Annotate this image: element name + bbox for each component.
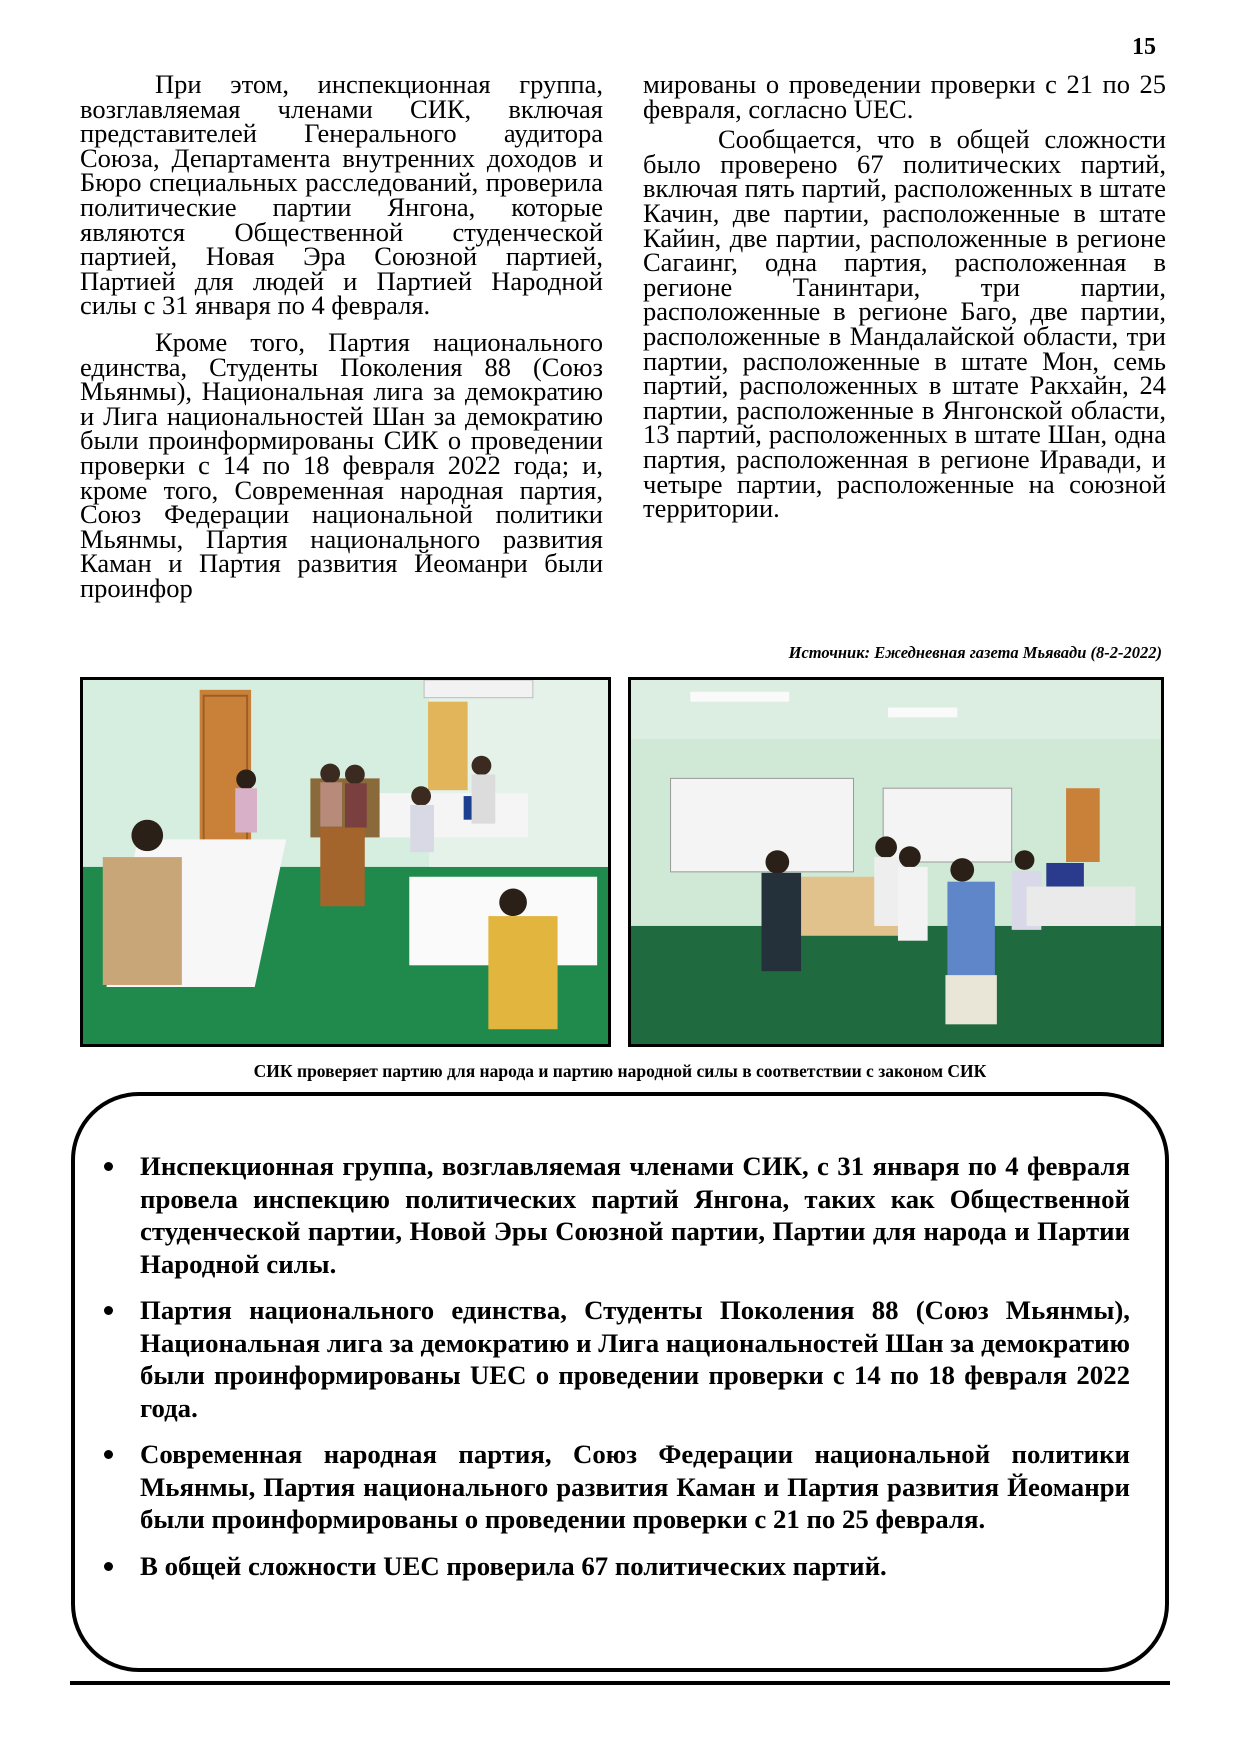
article-body <box>80 69 1166 672</box>
bullet-icon <box>104 1162 113 1171</box>
inspection-session-photo <box>631 680 1161 1044</box>
summary-text: В общей сложности UEC проверила 67 политических партий. <box>140 1550 887 1581</box>
bullet-icon <box>104 1562 113 1571</box>
list-item <box>100 1550 1130 1583</box>
photo-left <box>80 677 611 1047</box>
summary-text: Инспекционная группа, возглавляемая членами СИК, с 31 января по 4 февраля провела инспекцию политических партий Янгона, таких как Общественной студенческой партии, Новой Эры Союзной партии, Партии для народа и Партии Народной силы. <box>140 1151 1130 1279</box>
article-left-column <box>80 69 603 603</box>
photo-right <box>628 677 1164 1047</box>
bottom-rule <box>70 1681 1170 1685</box>
meeting-room-photo <box>83 680 608 1044</box>
list-item <box>100 1150 1130 1280</box>
summary-text: Партия национального единства, Студенты Поколения 88 (Союз Мьянмы), Национальная лига за демократию и Лига национальностей Шан за демократию были проинформированы UEC о проведении проверки с 14 по 18 февраля 2022 года. <box>140 1295 1130 1423</box>
list-item <box>100 1438 1130 1536</box>
article-right-column <box>643 69 1166 524</box>
article-paragraph: Сообщается, что в общей сложности было проверено 67 политических партий, включая пять партий, расположенных в штате Качин, две партии, расположенные в штате Кайин, две партии, расположенные в регионе Сагаинг, одна партия, расположенная в регионе Танинтари, три партии, расположенные в регионе Баго, две партии, расположенные в Мандалайской области, три партии, расположенные в штате Мон, семь партий, расположенных в штате Ракхайн, 24 партии, расположенные в Янгонской области, 13 партий, расположенных в штате Шан, одна партия, расположенная в регионе Иравади, и четыре партии, расположенные на союзной территории. <box>643 124 1166 524</box>
article-paragraph: мированы о проведении проверки с 21 по 25 февраля, согласно UEC. <box>643 69 1166 124</box>
list-item <box>100 1294 1130 1424</box>
article-paragraph: При этом, инспекционная группа, возглавляемая членами СИК, включая представителей Генерального аудитора Союза, Департамента внутренних доходов и Бюро специальных расследований, проверила политические партии Янгона, которые являются Общественной студенческой партией, Новая Эра Союзной партией, Партией для людей и Партией Народной силы с 31 января по 4 февраля. <box>80 69 603 321</box>
source-credit: Источник: Ежедневная газета Мьявади (8-2-2022) <box>788 643 1162 662</box>
summary-list <box>100 1150 1130 1596</box>
bullet-icon <box>104 1450 113 1459</box>
summary-text: Современная народная партия, Союз Федерации национальной политики Мьянмы, Партия национального развития Каман и Партия развития Йеоманри были проинформированы о проведении проверки с 21 по 25 февраля. <box>140 1439 1130 1534</box>
photo-caption: СИК проверяет партию для народа и партию народной силы в соответствии с законом СИК <box>253 1061 987 1081</box>
article-paragraph: Кроме того, Партия национального единства, Студенты Поколения 88 (Союз Мьянмы), Национальная лига за демократию и Лига национальностей Шан за демократию были проинформированы СИК о проведении проверки с 14 по 18 февраля 2022 года; и, кроме того, Современная народная партия, Союз Федерации национальной политики Мьянмы, Партия национального развития Каман и Партия развития Йеоманри были проинфор <box>80 326 603 603</box>
page-number: 15 <box>1132 34 1156 60</box>
bullet-icon <box>104 1306 113 1315</box>
